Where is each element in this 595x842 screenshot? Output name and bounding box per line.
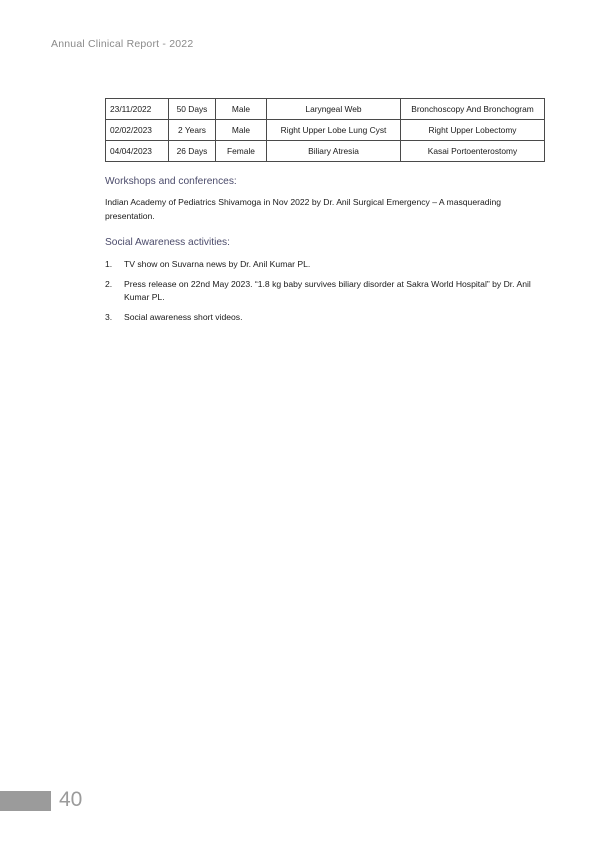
list-item-text: Social awareness short videos. [124, 312, 243, 322]
table-cell-age: 26 Days [169, 141, 216, 162]
list-item [105, 258, 547, 271]
table-cell-diagnosis: Laryngeal Web [267, 99, 401, 120]
table-cell-sex: Female [216, 141, 267, 162]
table-cell-date: 23/11/2022 [106, 99, 169, 120]
list-item [105, 278, 547, 304]
table-cell-sex: Male [216, 99, 267, 120]
list-item-number: 2. [105, 279, 113, 289]
workshops-paragraph: Indian Academy of Pediatrics Shivamoga in Nov 2022 by Dr. Anil Surgical Emergency – A masquerading presentation. [105, 197, 502, 221]
table-cell-age: 50 Days [169, 99, 216, 120]
social-awareness-heading: Social Awareness activities: [105, 237, 230, 248]
table-cell-procedure: Bronchoscopy And Bronchogram [401, 99, 545, 120]
table-cell-sex: Male [216, 120, 267, 141]
list-item-number: 3. [105, 312, 113, 322]
table-row [106, 120, 545, 141]
workshops-heading: Workshops and conferences: [105, 176, 237, 187]
table-cell-date: 04/04/2023 [106, 141, 169, 162]
page-number: 40 [59, 788, 83, 811]
running-header: Annual Clinical Report - 2022 [51, 38, 194, 50]
table-cell-diagnosis: Biliary Atresia [267, 141, 401, 162]
table-cell-procedure: Right Upper Lobectomy [401, 120, 545, 141]
list-item-text: Press release on 22nd May 2023. “1.8 kg baby survives biliary disorder at Sakra World Hospital” by Dr. Anil Kumar PL. [124, 279, 531, 302]
table-cell-age: 2 Years [169, 120, 216, 141]
table-cell-diagnosis: Right Upper Lobe Lung Cyst [267, 120, 401, 141]
list-item [105, 311, 547, 324]
table-cell-procedure: Kasai Portoenterostomy [401, 141, 545, 162]
table-row [106, 141, 545, 162]
list-item-text: TV show on Suvarna news by Dr. Anil Kumar PL. [124, 259, 311, 269]
table-cell-date: 02/02/2023 [106, 120, 169, 141]
cases-table [105, 98, 545, 162]
list-item-number: 1. [105, 259, 113, 269]
table-row [106, 99, 545, 120]
footer-bar [0, 791, 51, 811]
social-awareness-list [105, 258, 547, 331]
